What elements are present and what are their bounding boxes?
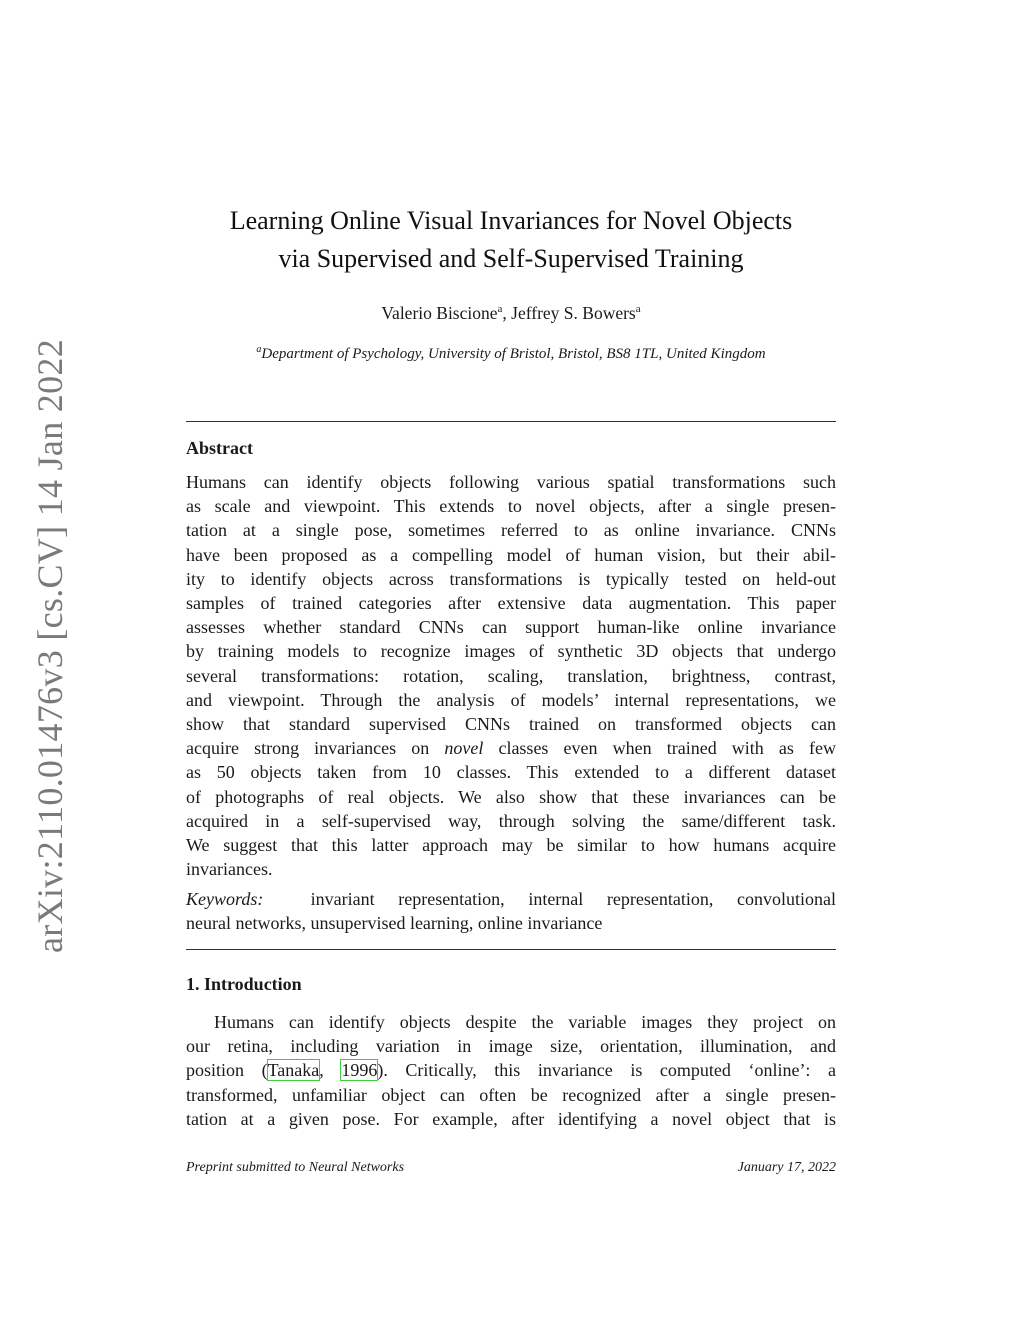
intro-line: transformed, unfamiliar object can often be recognized after a single presen-: [186, 1084, 836, 1105]
footer-preprint-note: Preprint submitted to Neural Networks: [186, 1160, 405, 1175]
abstract-line: invariances.: [186, 859, 273, 880]
abstract-heading: Abstract: [186, 438, 253, 458]
author-separator: ,: [502, 303, 512, 323]
affiliation-marker: a: [256, 344, 262, 355]
intro-line: Humans can identify objects despite the variable images they project on: [214, 1012, 836, 1032]
abstract-line: Humans can identify objects following various spatial transformations such: [186, 472, 836, 492]
intro-line: [186, 1058, 836, 1082]
footer-date: January 17, 2022: [737, 1160, 836, 1175]
abstract-line: ity to identify objects across transformations is typically tested on held-out: [186, 568, 836, 589]
author-affil-marker: a: [497, 303, 503, 316]
abstract-line: by training models to recognize images of synthetic 3D objects that undergo: [186, 641, 836, 662]
paper-title: [186, 202, 836, 278]
keywords-text: invariant representation, internal representation, convolutional: [310, 889, 837, 909]
abstract-line: as 50 objects taken from 10 classes. This extended to a different dataset: [186, 762, 836, 783]
intro-segment: position (: [186, 1060, 268, 1081]
arxiv-sidebar: [20, 339, 80, 953]
abstract-line: assesses whether standard CNNs can support human-like online invariance: [186, 617, 836, 638]
abstract-segment: classes even when trained with as few: [483, 738, 837, 759]
keywords: [186, 887, 836, 935]
intro-line: our retina, including variation in image size, orientation, illumination, and: [186, 1036, 836, 1057]
abstract-segment: acquire strong invariances on: [186, 738, 445, 759]
abstract-line: of photographs of real objects. We also show that these invariances can be: [186, 786, 836, 807]
top-divider: [186, 421, 836, 422]
keywords-label: Keywords:: [186, 889, 264, 909]
abstract-line: acquired in a self-supervised way, through solving the same/different task.: [186, 810, 836, 831]
bottom-divider: [186, 949, 836, 950]
title-line-1: Learning Online Visual Invariances for Novel Objects: [229, 206, 793, 235]
citation-separator: ,: [319, 1060, 342, 1081]
author-list: [186, 303, 836, 324]
keywords-line: [186, 887, 836, 911]
affiliation: [186, 344, 836, 363]
intro-segment: ). Critically, this invariance is computed ‘online’: a: [377, 1060, 836, 1081]
abstract-emphasis: novel: [444, 738, 484, 759]
abstract-line: samples of trained categories after extensive data augmentation. This paper: [186, 593, 836, 614]
author-name: Valerio Biscione: [381, 303, 498, 323]
introduction-text: [186, 1010, 836, 1131]
abstract-line: as scale and viewpoint. This extends to novel objects, after a single presen-: [186, 496, 836, 517]
affiliation-text: Department of Psychology, University of Bristol, Bristol, BS8 1TL, United Kingdom: [261, 346, 766, 362]
keywords-line: neural networks, unsupervised learning, online invariance: [186, 913, 603, 934]
section-heading: 1. Introduction: [186, 974, 302, 994]
abstract-text: [186, 470, 836, 881]
abstract-line: [186, 736, 836, 760]
abstract-line: show that standard supervised CNNs trained on transformed objects can: [186, 714, 836, 735]
title-line-2: via Supervised and Self-Supervised Training: [278, 244, 744, 273]
abstract-line: several transformations: rotation, scaling, translation, brightness, contrast,: [186, 665, 836, 686]
intro-line: tation at a given pose. For example, after identifying a novel object that is: [186, 1108, 836, 1129]
abstract-line: tation at a single pose, sometimes referred to as online invariance. CNNs: [186, 520, 836, 541]
abstract-line: have been proposed as a compelling model of human vision, but their abil-: [186, 544, 836, 565]
arxiv-identifier: arXiv:2110.01476v3 [cs.CV] 14 Jan 2022: [30, 339, 70, 953]
citation-link[interactable]: Tanaka: [267, 1060, 320, 1081]
citation-link[interactable]: 1996: [341, 1060, 378, 1081]
abstract-line: We suggest that this latter approach may be similar to how humans acquire: [186, 835, 836, 856]
abstract-line: and viewpoint. Through the analysis of models’ internal representations, we: [186, 689, 836, 710]
author-affil-marker: a: [635, 303, 641, 316]
author-name: Jeffrey S. Bowers: [511, 303, 636, 323]
